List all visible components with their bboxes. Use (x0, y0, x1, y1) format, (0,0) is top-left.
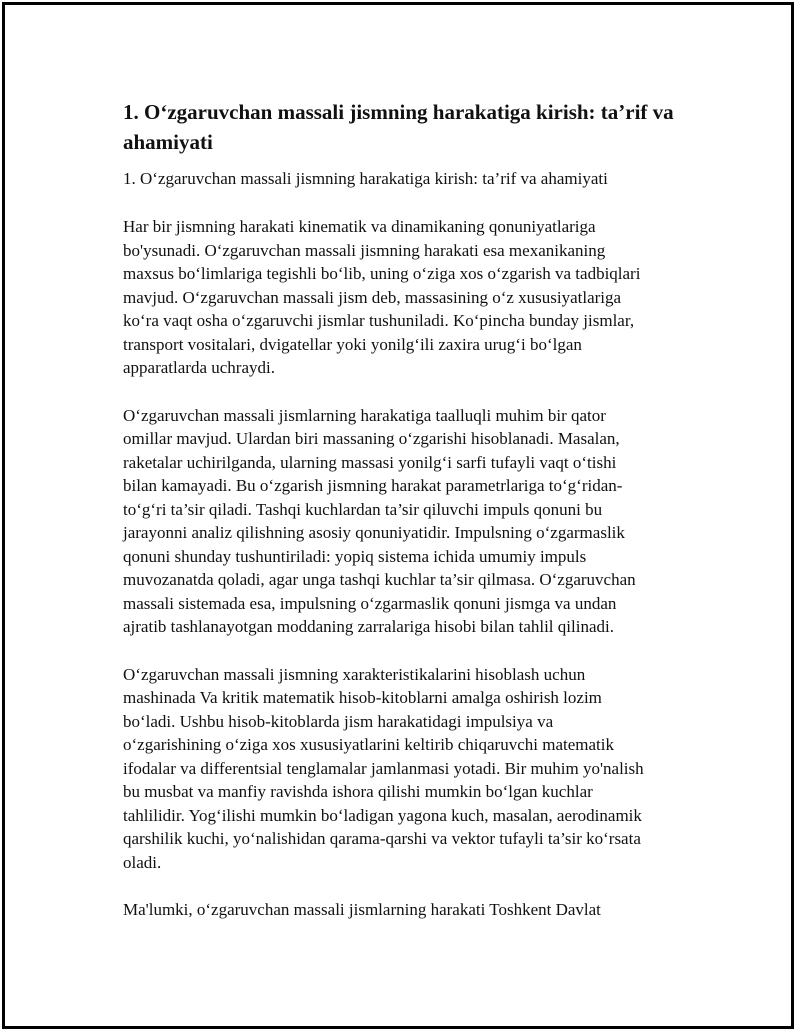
paragraph-line: to‘g‘ri ta’sir qiladi. Tashqi kuchlardan ta’sir qiluvchi impuls qonuni bu (123, 499, 603, 519)
paragraph-line: transport vositalari, dvigatellar yoki yonilg‘ili zaxira urug‘i bo‘lgan (123, 334, 582, 354)
paragraph-3 (123, 663, 693, 875)
paragraph-line: jarayonni analiz qilishning asosiy qonuniyatidir. Impulsning o‘zgarmaslik (123, 523, 625, 542)
paragraph-line: O‘zgaruvchan massali jismlarning harakatiga taalluqli muhim bir qator (123, 405, 606, 425)
paragraph-line: maxsus bo‘limlariga tegishli bo‘lib, uning o‘ziga xos o‘zgarish va tadbiqlari (123, 264, 641, 283)
paragraph-line: O‘zgaruvchan massali jismning xarakteristikalarini hisoblash uchun (123, 664, 586, 684)
paragraph-line: qonuni shunday tushuntiriladi: yopiq sistema ichida umumiy impuls (123, 546, 587, 566)
paragraph-line: Ma'lumki, o‘zgaruvchan massali jismlarning harakati Toshkent Davlat (123, 900, 601, 919)
paragraph-line: Har bir jismning harakati kinematik va dinamikaning qonuniyatlariga (123, 217, 596, 236)
paragraph-line: o‘zgarishining o‘ziga xos xususiyatlarini keltirib chiqaruvchi matematik (123, 735, 614, 754)
paragraph-line: massali sistemada esa, impulsning o‘zgarmaslik qonuni jismga va undan (123, 593, 617, 613)
document-title (123, 97, 693, 157)
paragraph-1 (123, 215, 693, 380)
paragraph-line: raketalar uchirilganda, ularning massasi yonilg‘i sarfi tufayli vaqt o‘tishi (123, 452, 617, 472)
paragraph-line: bo'ysunadi. O‘zgaruvchan massali jismning harakati esa mexanikaning (123, 240, 606, 260)
paragraph-line: bu musbat va manfiy ravishda ishora qilishi mumkin bo‘lgan kuchlar (123, 782, 593, 801)
page-frame (2, 2, 794, 1029)
title-line: ahamiyati (123, 130, 213, 154)
paragraph-line: ifodalar va differentsial tenglamalar jamlanmasi yotadi. Bir muhim yo'nalish (123, 758, 644, 778)
paragraph-line: oladi. (123, 852, 162, 872)
paragraph-line: muvozanatda qoladi, agar unga tashqi kuchlar ta’sir qilmasa. O‘zgaruvchan (123, 570, 636, 589)
paragraph-line: bilan kamayadi. Bu o‘zgarish jismning harakat parametrlariga to‘g‘ridan- (123, 476, 623, 495)
document-body (123, 97, 693, 946)
paragraph-line: tahlilidir. Yog‘ilishi mumkin bo‘ladigan yagona kuch, masalan, aerodinamik (123, 805, 642, 825)
paragraph-line: mashinada Va kritik matematik hisob-kitoblarni amalga oshirish lozim (123, 688, 602, 707)
paragraph-line: apparatlarda uchraydi. (123, 358, 275, 377)
paragraph-4 (123, 898, 693, 922)
paragraph-line: bo‘ladi. Ushbu hisob-kitoblarda jism harakatidagi impulsiya va (123, 711, 554, 731)
document-subtitle: 1. O‘zgaruvchan massali jismning harakatiga kirish: ta’rif va ahamiyati (123, 169, 608, 188)
paragraph-line: qarshilik kuchi, yo‘nalishidan qarama-qarshi va vektor tufayli ta’sir ko‘rsata (123, 829, 641, 848)
title-line: 1. O‘zgaruvchan massali jismning harakatiga kirish: ta’rif va (123, 100, 674, 124)
paragraph-line: mavjud. O‘zgaruvchan massali jism deb, massasining o‘z xususiyatlariga (123, 287, 622, 307)
paragraph-line: ajratib tashlanayotgan moddaning zarralariga hisobi bilan tahlil qilinadi. (123, 617, 614, 636)
paragraph-2 (123, 404, 693, 639)
paragraph-line: ko‘ra vaqt osha o‘zgaruvchi jismlar tushuniladi. Ko‘pincha bunday jismlar, (123, 311, 635, 330)
paragraph-line: omillar mavjud. Ulardan biri massaning o‘zgarishi hisoblanadi. Masalan, (123, 429, 620, 448)
